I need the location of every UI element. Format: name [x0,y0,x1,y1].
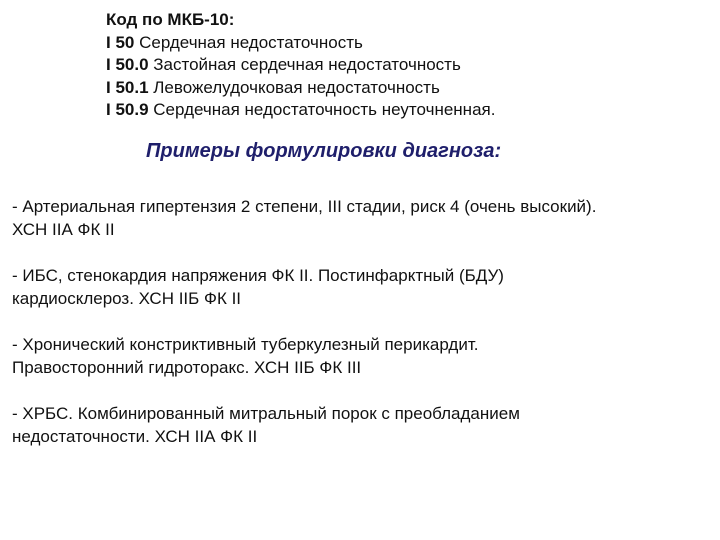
example-line: кардиосклероз. ХСН IIБ ФК II [12,288,242,308]
icd-entry-text: Левожелудочковая недостаточность [148,77,440,97]
example-line: - Артериальная гипертензия 2 степени, III стадии, риск 4 (очень высокий). [12,197,597,216]
icd-entry-code: I 50.9 [106,100,149,119]
icd-entry-text: Застойная сердечная недостаточность [148,55,461,74]
example-line: - ИБС, стенокардия напряжения ФК II. Постинфарктный (БДУ) [12,266,504,285]
icd-entry-text: Сердечная недостаточность неуточненная. [148,100,496,119]
example-item [12,265,712,310]
example-line: Правосторонний гидроторакс. ХСН IIБ ФК III [12,357,362,377]
icd-entry [106,32,495,55]
example-line: недостаточности. ХСН IIА ФК II [12,426,258,446]
icd-entry-text: Сердечная недостаточность [134,32,363,52]
icd-entry-code: I 50.0 [106,55,149,74]
example-line: - ХРБС. Комбинированный митральный порок с преобладанием [12,404,520,423]
icd-entry [106,77,495,100]
icd-entry-code: I 50.1 [106,77,149,97]
icd-title: Код по МКБ-10: [106,10,235,29]
example-line: ХСН IIА ФК II [12,219,115,239]
icd-code-block [106,9,495,122]
example-line: - Хронический констриктивный туберкулезный перикардит. [12,335,479,354]
example-item [12,403,712,448]
icd-entry [106,54,495,77]
icd-entry-code: I 50 [106,32,135,52]
example-item [12,334,712,379]
icd-entry [106,99,495,122]
examples-list [12,196,712,472]
examples-heading: Примеры формулировки диагноза: [146,140,502,162]
example-item [12,196,712,241]
